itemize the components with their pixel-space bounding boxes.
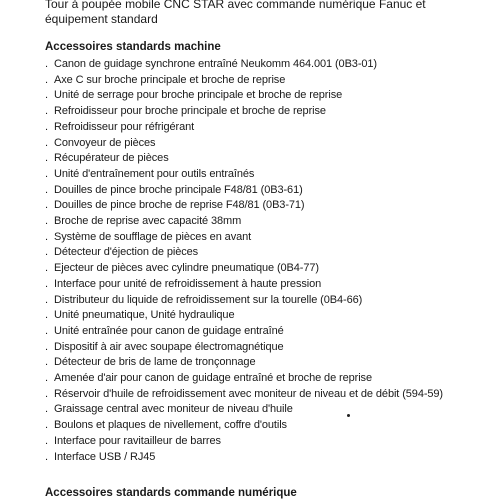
list-item: [45, 308, 443, 324]
bullet-dot: .: [45, 262, 48, 275]
list-item-text: Convoyeur de pièces: [54, 136, 156, 149]
list-item: [45, 340, 443, 356]
list-item: [45, 88, 443, 104]
list-item: [45, 355, 443, 371]
list-item: [45, 104, 443, 120]
list-item-text: Ejecteur de pièces avec cylindre pneumatique (0B4-77): [54, 262, 319, 275]
bullet-dot: .: [45, 105, 48, 118]
list-item: [45, 277, 443, 293]
bullet-dot: .: [45, 372, 48, 385]
list-item-text: Réservoir d'huile de refroidissement avec moniteur de niveau et de débit (594-59): [54, 387, 443, 400]
bullet-dot: .: [45, 152, 48, 165]
list-item: [45, 402, 443, 418]
list-item: [45, 450, 443, 466]
bullet-dot: .: [45, 293, 48, 306]
list-item: [45, 183, 443, 199]
list-item: [45, 245, 443, 261]
bullet-dot: .: [45, 73, 48, 86]
list-item: [45, 167, 443, 183]
list-item-text: Unité entraînée pour canon de guidage entraîné: [54, 324, 284, 337]
list-item-text: Interface pour unité de refroidissement à haute pression: [54, 277, 322, 290]
list-item-text: Unité d'entraînement pour outils entraînés: [54, 167, 255, 180]
bullet-dot: .: [45, 403, 48, 416]
machine-accessories-list: [45, 57, 443, 465]
list-item-text: Dispositif à air avec soupape électromagnétique: [54, 340, 284, 353]
bullet-dot: .: [45, 434, 48, 447]
list-item-text: Distributeur du liquide de refroidissement sur la tourelle (0B4-66): [54, 293, 363, 306]
bullet-dot: .: [45, 246, 48, 259]
bullet-dot: .: [45, 340, 48, 353]
list-item: [45, 387, 443, 403]
list-item-text: Douilles de pince broche de reprise F48/81 (0B3-71): [54, 199, 305, 212]
list-item-text: Douilles de pince broche principale F48/81 (0B3-61): [54, 183, 303, 196]
bullet-dot: .: [45, 120, 48, 133]
list-item-text: Interface pour ravitailleur de barres: [54, 434, 221, 447]
bullet-dot: .: [45, 324, 48, 337]
list-item: [45, 324, 443, 340]
list-item: [45, 136, 443, 152]
bullet-dot: .: [45, 450, 48, 463]
document-title: Tour à poupée mobile CNC STAR avec commande numérique Fanuc et équipement standard: [45, 0, 426, 26]
list-item-text: Unité pneumatique, Unité hydraulique: [54, 309, 235, 322]
list-item: [45, 293, 443, 309]
bullet-dot: .: [45, 277, 48, 290]
list-item: [45, 434, 443, 450]
list-item: [45, 261, 443, 277]
list-item-text: Boulons et plaques de nivellement, coffre d'outils: [54, 419, 287, 432]
bullet-dot: .: [45, 199, 48, 212]
list-item: [45, 57, 443, 73]
list-item-text: Récupérateur de pièces: [54, 152, 169, 165]
bullet-dot: .: [45, 136, 48, 149]
list-item: [45, 214, 443, 230]
bullet-dot: .: [45, 387, 48, 400]
scan-speck: [347, 414, 350, 417]
list-item-text: Graissage central avec moniteur de niveau d'huile: [54, 403, 293, 416]
list-item: [45, 73, 443, 89]
list-item-text: Axe C sur broche principale et broche de reprise: [54, 73, 286, 86]
list-item-text: Détecteur d'éjection de pièces: [54, 246, 199, 259]
list-item: [45, 371, 443, 387]
list-item: [45, 230, 443, 246]
bullet-dot: .: [45, 419, 48, 432]
list-item: [45, 120, 443, 136]
list-item-text: Canon de guidage synchrone entraîné Neukomm 464.001 (0B3-01): [54, 58, 377, 70]
list-item-text: Amenée d'air pour canon de guidage entraîné et broche de reprise: [54, 372, 372, 385]
list-item-text: Refroidisseur pour réfrigérant: [54, 120, 195, 133]
list-item: [45, 151, 443, 167]
bullet-dot: .: [45, 58, 48, 70]
bullet-dot: .: [45, 215, 48, 228]
bullet-dot: .: [45, 356, 48, 369]
list-item-text: Détecteur de bris de lame de tronçonnage: [54, 356, 256, 369]
list-item: [45, 418, 443, 434]
list-item-text: Refroidisseur pour broche principale et broche de reprise: [54, 105, 326, 118]
bullet-dot: .: [45, 183, 48, 196]
bullet-dot: .: [45, 167, 48, 180]
list-item-text: Unité de serrage pour broche principale et broche de reprise: [54, 89, 343, 102]
list-item-text: Système de soufflage de pièces en avant: [54, 230, 252, 243]
section-heading-cnc-accessories: Accessoires standards commande numérique: [45, 487, 297, 499]
bullet-dot: .: [45, 89, 48, 102]
list-item: [45, 198, 443, 214]
bullet-dot: .: [45, 230, 48, 243]
list-item-text: Broche de reprise avec capacité 38mm: [54, 215, 242, 228]
section-heading-machine-accessories: Accessoires standards machine: [45, 41, 221, 53]
list-item-text: Interface USB / RJ45: [54, 450, 156, 463]
bullet-dot: .: [45, 309, 48, 322]
